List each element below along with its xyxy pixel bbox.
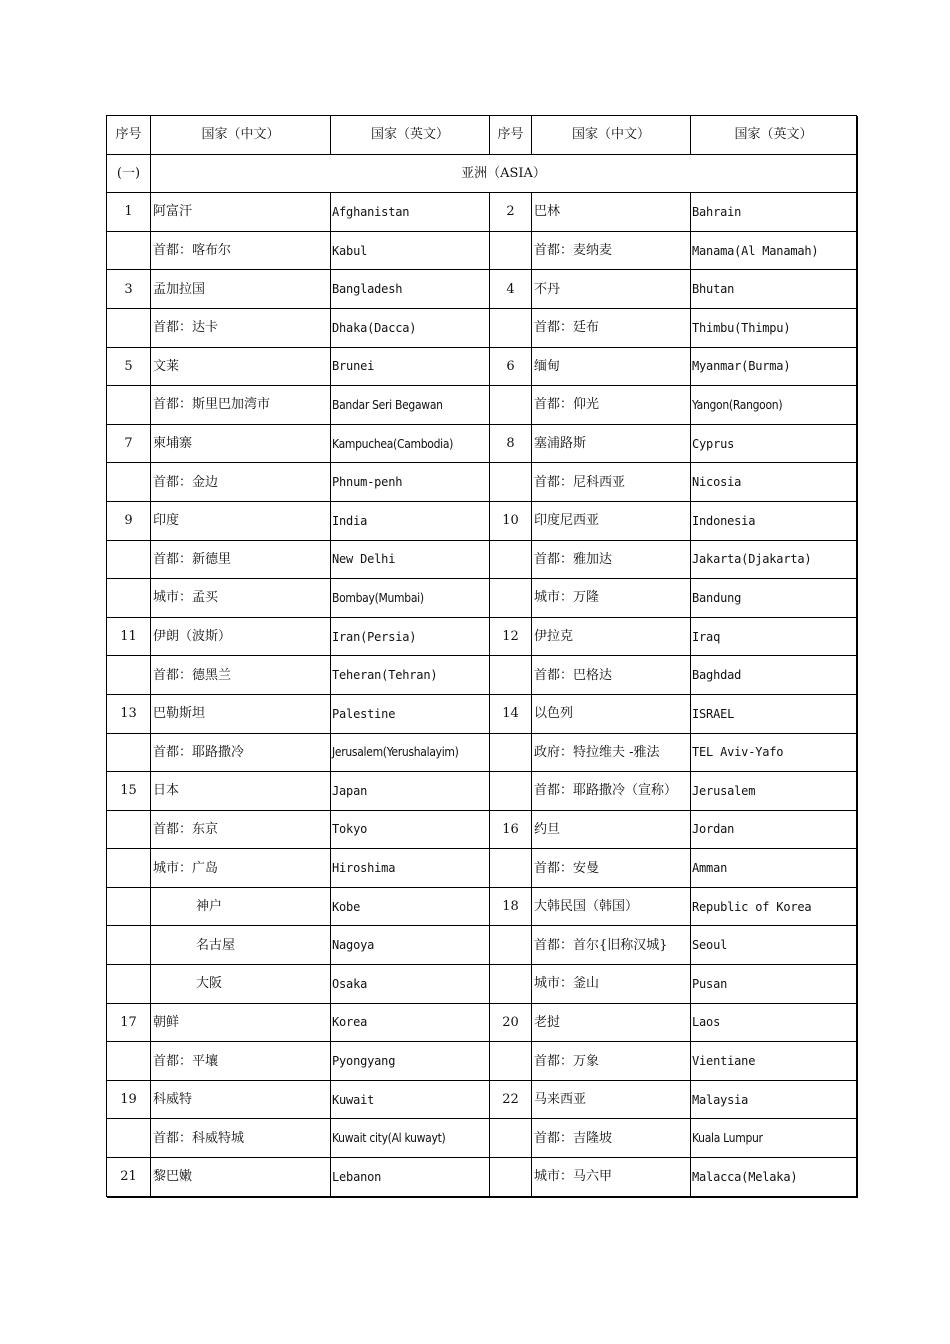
row-number-left xyxy=(107,231,151,270)
country-cn-right: 首都：万象 xyxy=(532,1042,691,1081)
country-cn-right: 伊拉克 xyxy=(532,617,691,656)
country-en-right: Bhutan xyxy=(691,270,857,309)
country-cn-left: 首都：德黑兰 xyxy=(151,656,331,695)
country-en-left: Jerusalem(Yerushalayim) xyxy=(331,733,490,772)
country-cn-left: 伊朗（波斯） xyxy=(151,617,331,656)
country-en-right: Thimbu(Thimpu) xyxy=(691,308,857,347)
row-number-right: 20 xyxy=(490,1003,532,1042)
row-number-left xyxy=(107,656,151,695)
table-row xyxy=(107,733,857,772)
section-title: 亚洲（ASIA） xyxy=(151,154,857,193)
row-number-left xyxy=(107,308,151,347)
country-cn-right: 首都：耶路撒冷（宣称） xyxy=(532,772,691,811)
country-cn-right: 约旦 xyxy=(532,810,691,849)
country-cn-right: 塞浦路斯 xyxy=(532,424,691,463)
table-row xyxy=(107,656,857,695)
country-en-right: Malaysia xyxy=(691,1080,857,1119)
table-row xyxy=(107,231,857,270)
country-en-left: Kabul xyxy=(331,231,490,270)
row-number-left: 7 xyxy=(107,424,151,463)
row-number-right xyxy=(490,733,532,772)
section-row xyxy=(107,154,857,193)
country-cn-left: 城市：孟买 xyxy=(151,579,331,618)
country-cn-right: 首都：安曼 xyxy=(532,849,691,888)
table-row xyxy=(107,270,857,309)
country-en-right: Kuala Lumpur xyxy=(691,1119,857,1158)
country-cn-right: 城市：万隆 xyxy=(532,579,691,618)
row-number-left xyxy=(107,733,151,772)
country-en-right: Myanmar(Burma) xyxy=(691,347,857,386)
table-row xyxy=(107,308,857,347)
country-en-left: Brunei xyxy=(331,347,490,386)
country-cn-left: 首都：新德里 xyxy=(151,540,331,579)
country-en-right: ISRAEL xyxy=(691,694,857,733)
country-en-right: TEL Aviv-Yafo xyxy=(691,733,857,772)
country-cn-right: 以色列 xyxy=(532,694,691,733)
country-cn-left: 大阪 xyxy=(151,965,331,1004)
row-number-right xyxy=(490,965,532,1004)
country-en-right: Bandung xyxy=(691,579,857,618)
country-cn-right: 印度尼西亚 xyxy=(532,501,691,540)
row-number-left: 13 xyxy=(107,694,151,733)
country-cn-left: 首都：达卡 xyxy=(151,308,331,347)
country-en-left: Osaka xyxy=(331,965,490,1004)
row-number-left: 9 xyxy=(107,501,151,540)
row-number-right: 8 xyxy=(490,424,532,463)
country-cn-left: 神户 xyxy=(151,887,331,926)
country-cn-right: 首都：麦纳麦 xyxy=(532,231,691,270)
country-en-right: Amman xyxy=(691,849,857,888)
row-number-right: 6 xyxy=(490,347,532,386)
table-row xyxy=(107,193,857,232)
row-number-left: 11 xyxy=(107,617,151,656)
row-number-left xyxy=(107,810,151,849)
country-en-left: Lebanon xyxy=(331,1158,490,1197)
header-no-right: 序号 xyxy=(490,116,532,155)
country-cn-left: 首都：金边 xyxy=(151,463,331,502)
country-en-left: Kuwait city(Al kuwayt) xyxy=(331,1119,490,1158)
country-cn-right: 马来西亚 xyxy=(532,1080,691,1119)
country-cn-right: 首都：吉隆坡 xyxy=(532,1119,691,1158)
row-number-left: 5 xyxy=(107,347,151,386)
row-number-right xyxy=(490,1042,532,1081)
header-cn-left: 国家（中文） xyxy=(151,116,331,155)
country-cn-right: 大韩民国（韩国） xyxy=(532,887,691,926)
row-number-left xyxy=(107,1119,151,1158)
country-cn-right: 首都：尼科西亚 xyxy=(532,463,691,502)
row-number-right xyxy=(490,1158,532,1197)
row-number-right xyxy=(490,1119,532,1158)
country-en-right: Manama(Al Manamah) xyxy=(691,231,857,270)
country-en-right: Jakarta(Djakarta) xyxy=(691,540,857,579)
country-en-right: Seoul xyxy=(691,926,857,965)
country-en-left: Tokyo xyxy=(331,810,490,849)
table-row xyxy=(107,1042,857,1081)
country-en-right: Bahrain xyxy=(691,193,857,232)
table-row xyxy=(107,1080,857,1119)
row-number-right xyxy=(490,231,532,270)
country-en-left: Japan xyxy=(331,772,490,811)
row-number-right: 18 xyxy=(490,887,532,926)
country-en-left: Palestine xyxy=(331,694,490,733)
country-en-right: Vientiane xyxy=(691,1042,857,1081)
country-cn-left: 首都：科威特城 xyxy=(151,1119,331,1158)
country-en-right: Iraq xyxy=(691,617,857,656)
row-number-left: 3 xyxy=(107,270,151,309)
country-cn-right: 缅甸 xyxy=(532,347,691,386)
table-row xyxy=(107,887,857,926)
country-table xyxy=(106,115,857,1197)
table-row xyxy=(107,694,857,733)
country-cn-left: 阿富汗 xyxy=(151,193,331,232)
country-en-left: Pyongyang xyxy=(331,1042,490,1081)
row-number-left: 1 xyxy=(107,193,151,232)
row-number-right: 4 xyxy=(490,270,532,309)
country-en-right: Jordan xyxy=(691,810,857,849)
row-number-right: 14 xyxy=(490,694,532,733)
row-number-left xyxy=(107,463,151,502)
country-cn-right: 城市：釜山 xyxy=(532,965,691,1004)
country-cn-left: 印度 xyxy=(151,501,331,540)
header-row xyxy=(107,116,857,155)
row-number-left xyxy=(107,540,151,579)
country-cn-left: 首都：喀布尔 xyxy=(151,231,331,270)
row-number-left xyxy=(107,386,151,425)
row-number-right xyxy=(490,656,532,695)
header-en-left: 国家（英文） xyxy=(331,116,490,155)
row-number-left xyxy=(107,849,151,888)
row-number-left xyxy=(107,1042,151,1081)
row-number-right xyxy=(490,849,532,888)
country-cn-left: 首都：平壤 xyxy=(151,1042,331,1081)
country-cn-right: 首都：雅加达 xyxy=(532,540,691,579)
country-en-left: Kobe xyxy=(331,887,490,926)
country-en-right: Indonesia xyxy=(691,501,857,540)
table-row xyxy=(107,849,857,888)
country-cn-left: 首都：耶路撒冷 xyxy=(151,733,331,772)
country-cn-right: 老挝 xyxy=(532,1003,691,1042)
table-row xyxy=(107,579,857,618)
row-number-left xyxy=(107,887,151,926)
country-cn-left: 首都：斯里巴加湾市 xyxy=(151,386,331,425)
country-cn-right: 首都：巴格达 xyxy=(532,656,691,695)
row-number-right xyxy=(490,772,532,811)
country-en-right: Yangon(Rangoon) xyxy=(691,386,857,425)
row-number-right: 2 xyxy=(490,193,532,232)
country-cn-left: 柬埔寨 xyxy=(151,424,331,463)
country-en-right: Nicosia xyxy=(691,463,857,502)
country-cn-right: 不丹 xyxy=(532,270,691,309)
row-number-left: 19 xyxy=(107,1080,151,1119)
country-en-left: Korea xyxy=(331,1003,490,1042)
row-number-right xyxy=(490,386,532,425)
country-cn-left: 巴勒斯坦 xyxy=(151,694,331,733)
country-cn-right: 首都：廷布 xyxy=(532,308,691,347)
country-en-right: Malacca(Melaka) xyxy=(691,1158,857,1197)
country-en-right: Jerusalem xyxy=(691,772,857,811)
country-cn-left: 孟加拉国 xyxy=(151,270,331,309)
row-number-right xyxy=(490,463,532,502)
country-cn-left: 黎巴嫩 xyxy=(151,1158,331,1197)
table-row xyxy=(107,617,857,656)
table-row xyxy=(107,463,857,502)
country-en-left: Bangladesh xyxy=(331,270,490,309)
country-cn-right: 首都：仰光 xyxy=(532,386,691,425)
country-en-left: Nagoya xyxy=(331,926,490,965)
table-row xyxy=(107,810,857,849)
row-number-right: 16 xyxy=(490,810,532,849)
header-en-right: 国家（英文） xyxy=(691,116,857,155)
country-cn-left: 科威特 xyxy=(151,1080,331,1119)
country-en-left: India xyxy=(331,501,490,540)
country-cn-left: 朝鲜 xyxy=(151,1003,331,1042)
row-number-left: 21 xyxy=(107,1158,151,1197)
table-row xyxy=(107,540,857,579)
country-en-left: Afghanistan xyxy=(331,193,490,232)
header-no-left: 序号 xyxy=(107,116,151,155)
country-cn-left: 日本 xyxy=(151,772,331,811)
row-number-right xyxy=(490,579,532,618)
table-row xyxy=(107,501,857,540)
country-en-right: Laos xyxy=(691,1003,857,1042)
row-number-right: 22 xyxy=(490,1080,532,1119)
country-cn-right: 首都：首尔{旧称汉城} xyxy=(532,926,691,965)
row-number-left xyxy=(107,965,151,1004)
table-row xyxy=(107,347,857,386)
country-en-left: Hiroshima xyxy=(331,849,490,888)
country-cn-right: 巴林 xyxy=(532,193,691,232)
row-number-left: 17 xyxy=(107,1003,151,1042)
table-row xyxy=(107,424,857,463)
country-en-left: Bombay(Mumbai) xyxy=(331,579,490,618)
header-cn-right: 国家（中文） xyxy=(532,116,691,155)
country-table-page xyxy=(106,115,857,1197)
country-cn-left: 城市：广岛 xyxy=(151,849,331,888)
row-number-right xyxy=(490,926,532,965)
row-number-left xyxy=(107,926,151,965)
country-cn-left: 文莱 xyxy=(151,347,331,386)
row-number-right: 10 xyxy=(490,501,532,540)
country-en-left: Dhaka(Dacca) xyxy=(331,308,490,347)
table-row xyxy=(107,1158,857,1197)
row-number-right: 12 xyxy=(490,617,532,656)
section-number: (一) xyxy=(107,154,151,193)
country-en-right: Pusan xyxy=(691,965,857,1004)
country-en-left: Kuwait xyxy=(331,1080,490,1119)
table-row xyxy=(107,926,857,965)
country-en-left: Iran(Persia) xyxy=(331,617,490,656)
country-en-right: Republic of Korea xyxy=(691,887,857,926)
table-row xyxy=(107,386,857,425)
country-cn-right: 政府：特拉维夫 -雅法 xyxy=(532,733,691,772)
table-row xyxy=(107,1003,857,1042)
row-number-left xyxy=(107,579,151,618)
country-cn-right: 城市：马六甲 xyxy=(532,1158,691,1197)
row-number-right xyxy=(490,308,532,347)
table-row xyxy=(107,1119,857,1158)
table-row xyxy=(107,772,857,811)
country-en-left: Kampuchea(Cambodia) xyxy=(331,424,490,463)
country-en-left: Phnum-penh xyxy=(331,463,490,502)
country-cn-left: 名古屋 xyxy=(151,926,331,965)
row-number-left: 15 xyxy=(107,772,151,811)
country-en-left: Bandar Seri Begawan xyxy=(331,386,490,425)
country-en-left: Teheran(Tehran) xyxy=(331,656,490,695)
country-cn-left: 首都：东京 xyxy=(151,810,331,849)
country-en-right: Baghdad xyxy=(691,656,857,695)
row-number-right xyxy=(490,540,532,579)
country-en-right: Cyprus xyxy=(691,424,857,463)
country-en-left: New Delhi xyxy=(331,540,490,579)
table-row xyxy=(107,965,857,1004)
